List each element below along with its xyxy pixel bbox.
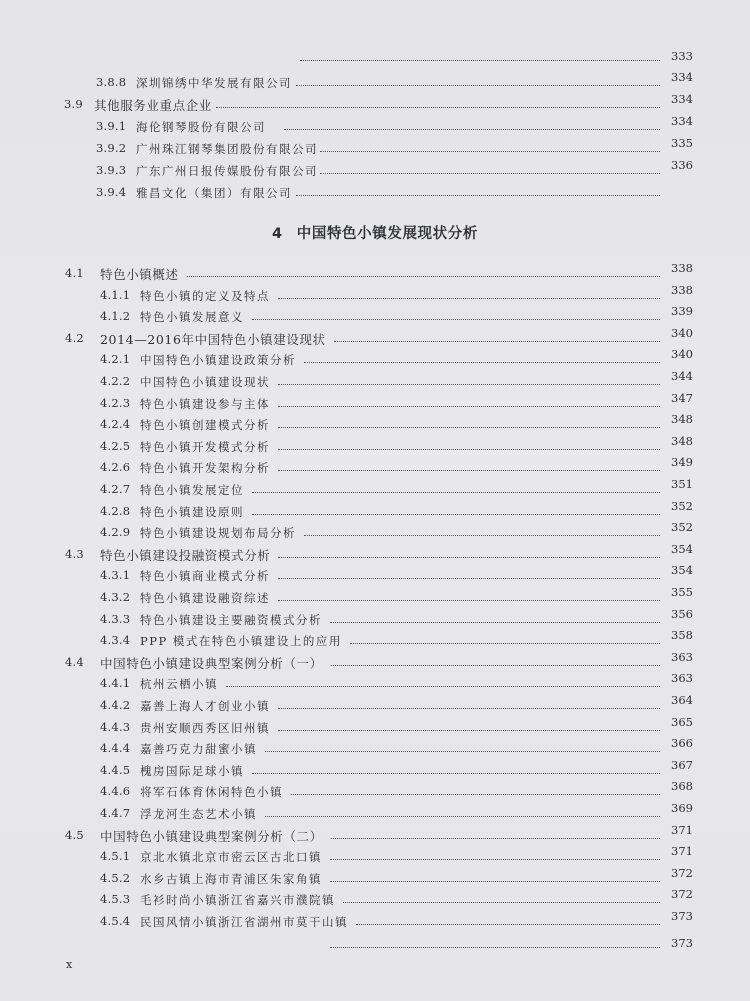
entry-title: 海伦钢琴股份有限公司 bbox=[136, 120, 266, 134]
dot-leader bbox=[300, 60, 660, 61]
toc-entry bbox=[0, 865, 750, 889]
page-number: 334 bbox=[671, 114, 693, 128]
toc-entry bbox=[0, 70, 750, 93]
entry-number: 4.2.8 bbox=[100, 503, 131, 518]
footer-page-number: x bbox=[66, 958, 73, 971]
entry-title: 深圳锦绣中华发展有限公司 bbox=[136, 76, 292, 90]
entry-number: 4.4 bbox=[65, 654, 84, 669]
entry-number: 4.2.1 bbox=[100, 352, 131, 367]
entry-number: 4.2.9 bbox=[100, 525, 131, 540]
toc-entry bbox=[0, 158, 750, 181]
entry-title: 中国特色小镇建设现状 bbox=[140, 375, 270, 389]
entry-title: 中国特色小镇建设典型案例分析（二） bbox=[100, 828, 323, 844]
toc-entry bbox=[0, 369, 750, 392]
page-number: 335 bbox=[671, 136, 693, 150]
entry-title: 广东广州日报传媒股份有限公司 bbox=[136, 164, 318, 178]
entry-number: 4.5.1 bbox=[100, 849, 131, 864]
dot-leader bbox=[252, 319, 660, 320]
toc-entry bbox=[0, 693, 750, 716]
page-number: 354 bbox=[671, 563, 693, 578]
dot-leader bbox=[252, 492, 660, 493]
entry-title: 特色小镇发展定位 bbox=[140, 483, 244, 497]
entry-title: 特色小镇建设规划布局分析 bbox=[140, 526, 296, 541]
dot-leader bbox=[356, 924, 660, 925]
entry-number: 4.5.4 bbox=[100, 914, 131, 928]
entry-number: 3.9.1 bbox=[96, 119, 127, 133]
page-number: 338 bbox=[671, 261, 693, 275]
page-number: 373 bbox=[671, 909, 693, 923]
dot-leader bbox=[343, 902, 660, 903]
page-number: 371 bbox=[671, 822, 693, 837]
entry-title: 特色小镇概述 bbox=[100, 267, 179, 282]
page-number: 354 bbox=[671, 541, 693, 556]
dot-leader bbox=[278, 557, 660, 558]
toc-entry bbox=[0, 628, 750, 651]
chapter-number: 4 bbox=[272, 226, 283, 242]
dot-leader bbox=[278, 384, 660, 385]
page-number: 340 bbox=[671, 325, 693, 340]
toc-entry bbox=[0, 412, 750, 435]
toc-entry bbox=[0, 671, 750, 694]
page-number: 367 bbox=[671, 757, 693, 772]
toc-entry bbox=[0, 585, 750, 608]
entry-number: 4.4.4 bbox=[100, 741, 131, 756]
entry-number: 4.2 bbox=[65, 330, 84, 345]
entry-title: 将军石体育休闲特色小镇 bbox=[140, 785, 283, 800]
toc-entry bbox=[0, 498, 750, 522]
dot-leader bbox=[252, 514, 660, 515]
entry-title: 特色小镇商业模式分析 bbox=[140, 569, 270, 584]
toc-section-entry bbox=[0, 649, 750, 673]
page-number: 344 bbox=[671, 369, 693, 383]
dot-leader bbox=[278, 730, 660, 731]
page-number: 371 bbox=[671, 844, 693, 859]
entry-title: PPP 模式在特色小镇建设上的应用 bbox=[140, 634, 342, 649]
entry-title: 京北水镇北京市密云区古北口镇 bbox=[140, 850, 322, 865]
dot-leader bbox=[320, 173, 660, 174]
dot-leader bbox=[304, 362, 660, 363]
entry-title: 中国特色小镇建设政策分析 bbox=[140, 353, 296, 368]
dot-leader bbox=[278, 600, 660, 601]
entry-title: 嘉善巧克力甜蜜小镇 bbox=[140, 742, 257, 757]
page-number: 339 bbox=[671, 304, 693, 319]
entry-number: 4.4.6 bbox=[100, 784, 131, 799]
dot-leader bbox=[304, 535, 660, 536]
toc-entry bbox=[0, 136, 750, 159]
entry-title: 特色小镇建设原则 bbox=[140, 504, 244, 519]
toc-entry bbox=[0, 477, 750, 500]
entry-title: 其他服务业重点企业 bbox=[94, 98, 212, 113]
entry-title: 特色小镇创建模式分析 bbox=[140, 418, 270, 433]
toc-entry bbox=[0, 347, 750, 370]
entry-title: 浮龙河生态艺术小镇 bbox=[140, 807, 257, 821]
page-number: 338 bbox=[671, 282, 693, 297]
page-number: 352 bbox=[671, 520, 693, 535]
entry-number: 4.5.3 bbox=[100, 892, 131, 907]
dot-leader bbox=[278, 578, 660, 579]
entry-number: 4.5.2 bbox=[100, 870, 131, 885]
entry-number: 4.4.1 bbox=[100, 676, 131, 691]
toc-entry bbox=[0, 520, 750, 543]
entry-title: 2014—2016年中国特色小镇建设现状 bbox=[100, 331, 326, 347]
toc-entry bbox=[0, 390, 750, 414]
page-number: 366 bbox=[671, 736, 693, 751]
entry-number: 4.1 bbox=[65, 266, 84, 280]
dot-leader bbox=[330, 881, 660, 882]
dot-leader bbox=[331, 665, 660, 666]
toc-entry bbox=[0, 736, 750, 759]
entry-number: 3.9 bbox=[64, 97, 83, 111]
entry-title: 特色小镇建设主要融资模式分析 bbox=[140, 612, 322, 627]
dot-leader bbox=[330, 859, 660, 860]
page-number: 368 bbox=[671, 779, 693, 794]
toc-page-number-only bbox=[0, 936, 750, 959]
toc-entry bbox=[0, 909, 750, 932]
entry-title: 中国特色小镇建设典型案例分析（一） bbox=[100, 655, 323, 671]
page-number: 348 bbox=[671, 433, 693, 448]
page-number: 356 bbox=[671, 606, 693, 621]
entry-number: 4.1.1 bbox=[100, 287, 131, 302]
entry-title: 嘉善上海人才创业小镇 bbox=[140, 699, 270, 713]
entry-title: 杭州云栖小镇 bbox=[140, 677, 218, 692]
dot-leader bbox=[265, 751, 660, 752]
entry-number: 4.4.3 bbox=[100, 719, 131, 734]
toc-entry bbox=[0, 844, 750, 867]
entry-number: 4.2.7 bbox=[100, 482, 131, 496]
toc-section-entry bbox=[0, 541, 750, 565]
entry-number: 4.4.7 bbox=[100, 806, 131, 820]
toc-entry bbox=[0, 606, 750, 630]
dot-leader bbox=[187, 276, 660, 277]
toc-entry bbox=[0, 801, 750, 824]
dot-leader bbox=[278, 449, 660, 450]
toc-entry bbox=[0, 757, 750, 781]
entry-title: 特色小镇的定义及特点 bbox=[140, 288, 270, 303]
page-number: 336 bbox=[671, 158, 693, 172]
toc-entry bbox=[0, 114, 750, 137]
toc-entry bbox=[0, 779, 750, 802]
dot-leader bbox=[278, 298, 660, 299]
dot-leader bbox=[278, 470, 660, 471]
dot-leader bbox=[296, 85, 660, 86]
page-number: 340 bbox=[671, 347, 693, 362]
entry-number: 4.3.3 bbox=[100, 611, 131, 626]
entry-title: 水乡古镇上海市青浦区朱家角镇 bbox=[140, 871, 322, 886]
toc-entry bbox=[0, 887, 750, 910]
toc-entry bbox=[0, 92, 750, 115]
entry-number: 4.3.4 bbox=[100, 633, 131, 648]
entry-title: 雅昌文化（集团）有限公司 bbox=[136, 186, 292, 200]
entry-number: 4.3.1 bbox=[100, 568, 131, 583]
entry-title: 特色小镇开发模式分析 bbox=[140, 439, 270, 454]
page-number: 349 bbox=[671, 455, 693, 470]
page-number: 372 bbox=[671, 865, 693, 880]
page-number: 363 bbox=[671, 671, 693, 686]
toc-section-entry bbox=[0, 261, 750, 284]
dot-leader bbox=[334, 341, 660, 342]
entry-number: 4.2.6 bbox=[100, 460, 131, 475]
entry-number: 4.2.4 bbox=[100, 417, 131, 432]
entry-title: 槐房国际足球小镇 bbox=[140, 763, 244, 778]
dot-leader bbox=[226, 686, 660, 687]
page-number: 373 bbox=[671, 936, 693, 950]
dot-leader bbox=[296, 195, 660, 196]
toc-entry bbox=[0, 433, 750, 457]
dot-leader bbox=[330, 622, 660, 623]
entry-number: 3.9.2 bbox=[96, 141, 127, 155]
page-number: 364 bbox=[671, 693, 693, 707]
page-number: 334 bbox=[671, 92, 693, 106]
page-number: 355 bbox=[671, 585, 693, 599]
toc-section-entry bbox=[0, 325, 750, 349]
entry-title: 特色小镇发展意义 bbox=[140, 310, 244, 325]
dot-leader bbox=[331, 838, 660, 839]
dot-leader bbox=[284, 129, 660, 130]
entry-number: 4.5 bbox=[65, 827, 84, 842]
entry-number: 4.2.2 bbox=[100, 374, 131, 388]
entry-number: 3.8.8 bbox=[96, 75, 127, 89]
page-number: 365 bbox=[671, 714, 693, 729]
dot-leader bbox=[350, 643, 660, 644]
toc-entry bbox=[0, 563, 750, 586]
page-number: 352 bbox=[671, 498, 693, 513]
entry-title: 民国风情小镇浙江省湖州市莫干山镇 bbox=[140, 915, 348, 929]
entry-title: 贵州安顺西秀区旧州镇 bbox=[140, 720, 270, 735]
entry-title: 特色小镇建设投融资模式分析 bbox=[100, 547, 271, 563]
entry-title: 特色小镇开发架构分析 bbox=[140, 461, 270, 476]
entry-number: 3.9.3 bbox=[96, 163, 127, 177]
page-number: 334 bbox=[671, 70, 693, 84]
dot-leader bbox=[265, 816, 660, 817]
toc-section-entry bbox=[0, 822, 750, 846]
chapter-title: 中国特色小镇发展现状分析 bbox=[296, 226, 478, 242]
toc-entry bbox=[0, 282, 750, 306]
toc-page-number-only bbox=[0, 49, 750, 72]
chapter-heading bbox=[0, 222, 750, 243]
entry-number: 4.4.2 bbox=[100, 698, 131, 712]
toc-entry bbox=[0, 304, 750, 327]
entry-number: 4.1.2 bbox=[100, 309, 131, 324]
page-number: 347 bbox=[671, 390, 693, 405]
dot-leader bbox=[291, 794, 660, 795]
entry-number: 4.2.5 bbox=[100, 438, 131, 453]
entry-title: 特色小镇建设融资综述 bbox=[140, 591, 270, 605]
page-number: 351 bbox=[671, 477, 693, 491]
entry-number: 3.9.4 bbox=[96, 185, 127, 199]
toc-entry bbox=[0, 714, 750, 738]
entry-number: 4.2.3 bbox=[100, 395, 131, 410]
dot-leader bbox=[252, 773, 660, 774]
page-number: 363 bbox=[671, 649, 693, 664]
dot-leader bbox=[278, 427, 660, 428]
dot-leader bbox=[330, 947, 660, 948]
page-number: 372 bbox=[671, 887, 693, 902]
page-number: 369 bbox=[671, 801, 693, 815]
dot-leader bbox=[278, 406, 660, 407]
entry-number: 4.3 bbox=[65, 546, 84, 561]
entry-title: 毛衫时尚小镇浙江省嘉兴市濮院镇 bbox=[140, 893, 335, 908]
page-number: 348 bbox=[671, 412, 693, 427]
dot-leader bbox=[278, 708, 660, 709]
entry-title: 广州珠江钢琴集团股份有限公司 bbox=[136, 142, 318, 156]
toc-entry bbox=[0, 455, 750, 478]
entry-number: 4.4.5 bbox=[100, 762, 131, 777]
page-number: 333 bbox=[671, 49, 693, 63]
entry-title: 特色小镇建设参与主体 bbox=[140, 396, 270, 411]
dot-leader bbox=[320, 151, 660, 152]
page-number: 358 bbox=[671, 628, 693, 643]
toc-entry bbox=[0, 183, 750, 203]
entry-number: 4.3.2 bbox=[100, 590, 131, 604]
dot-leader bbox=[216, 107, 660, 108]
